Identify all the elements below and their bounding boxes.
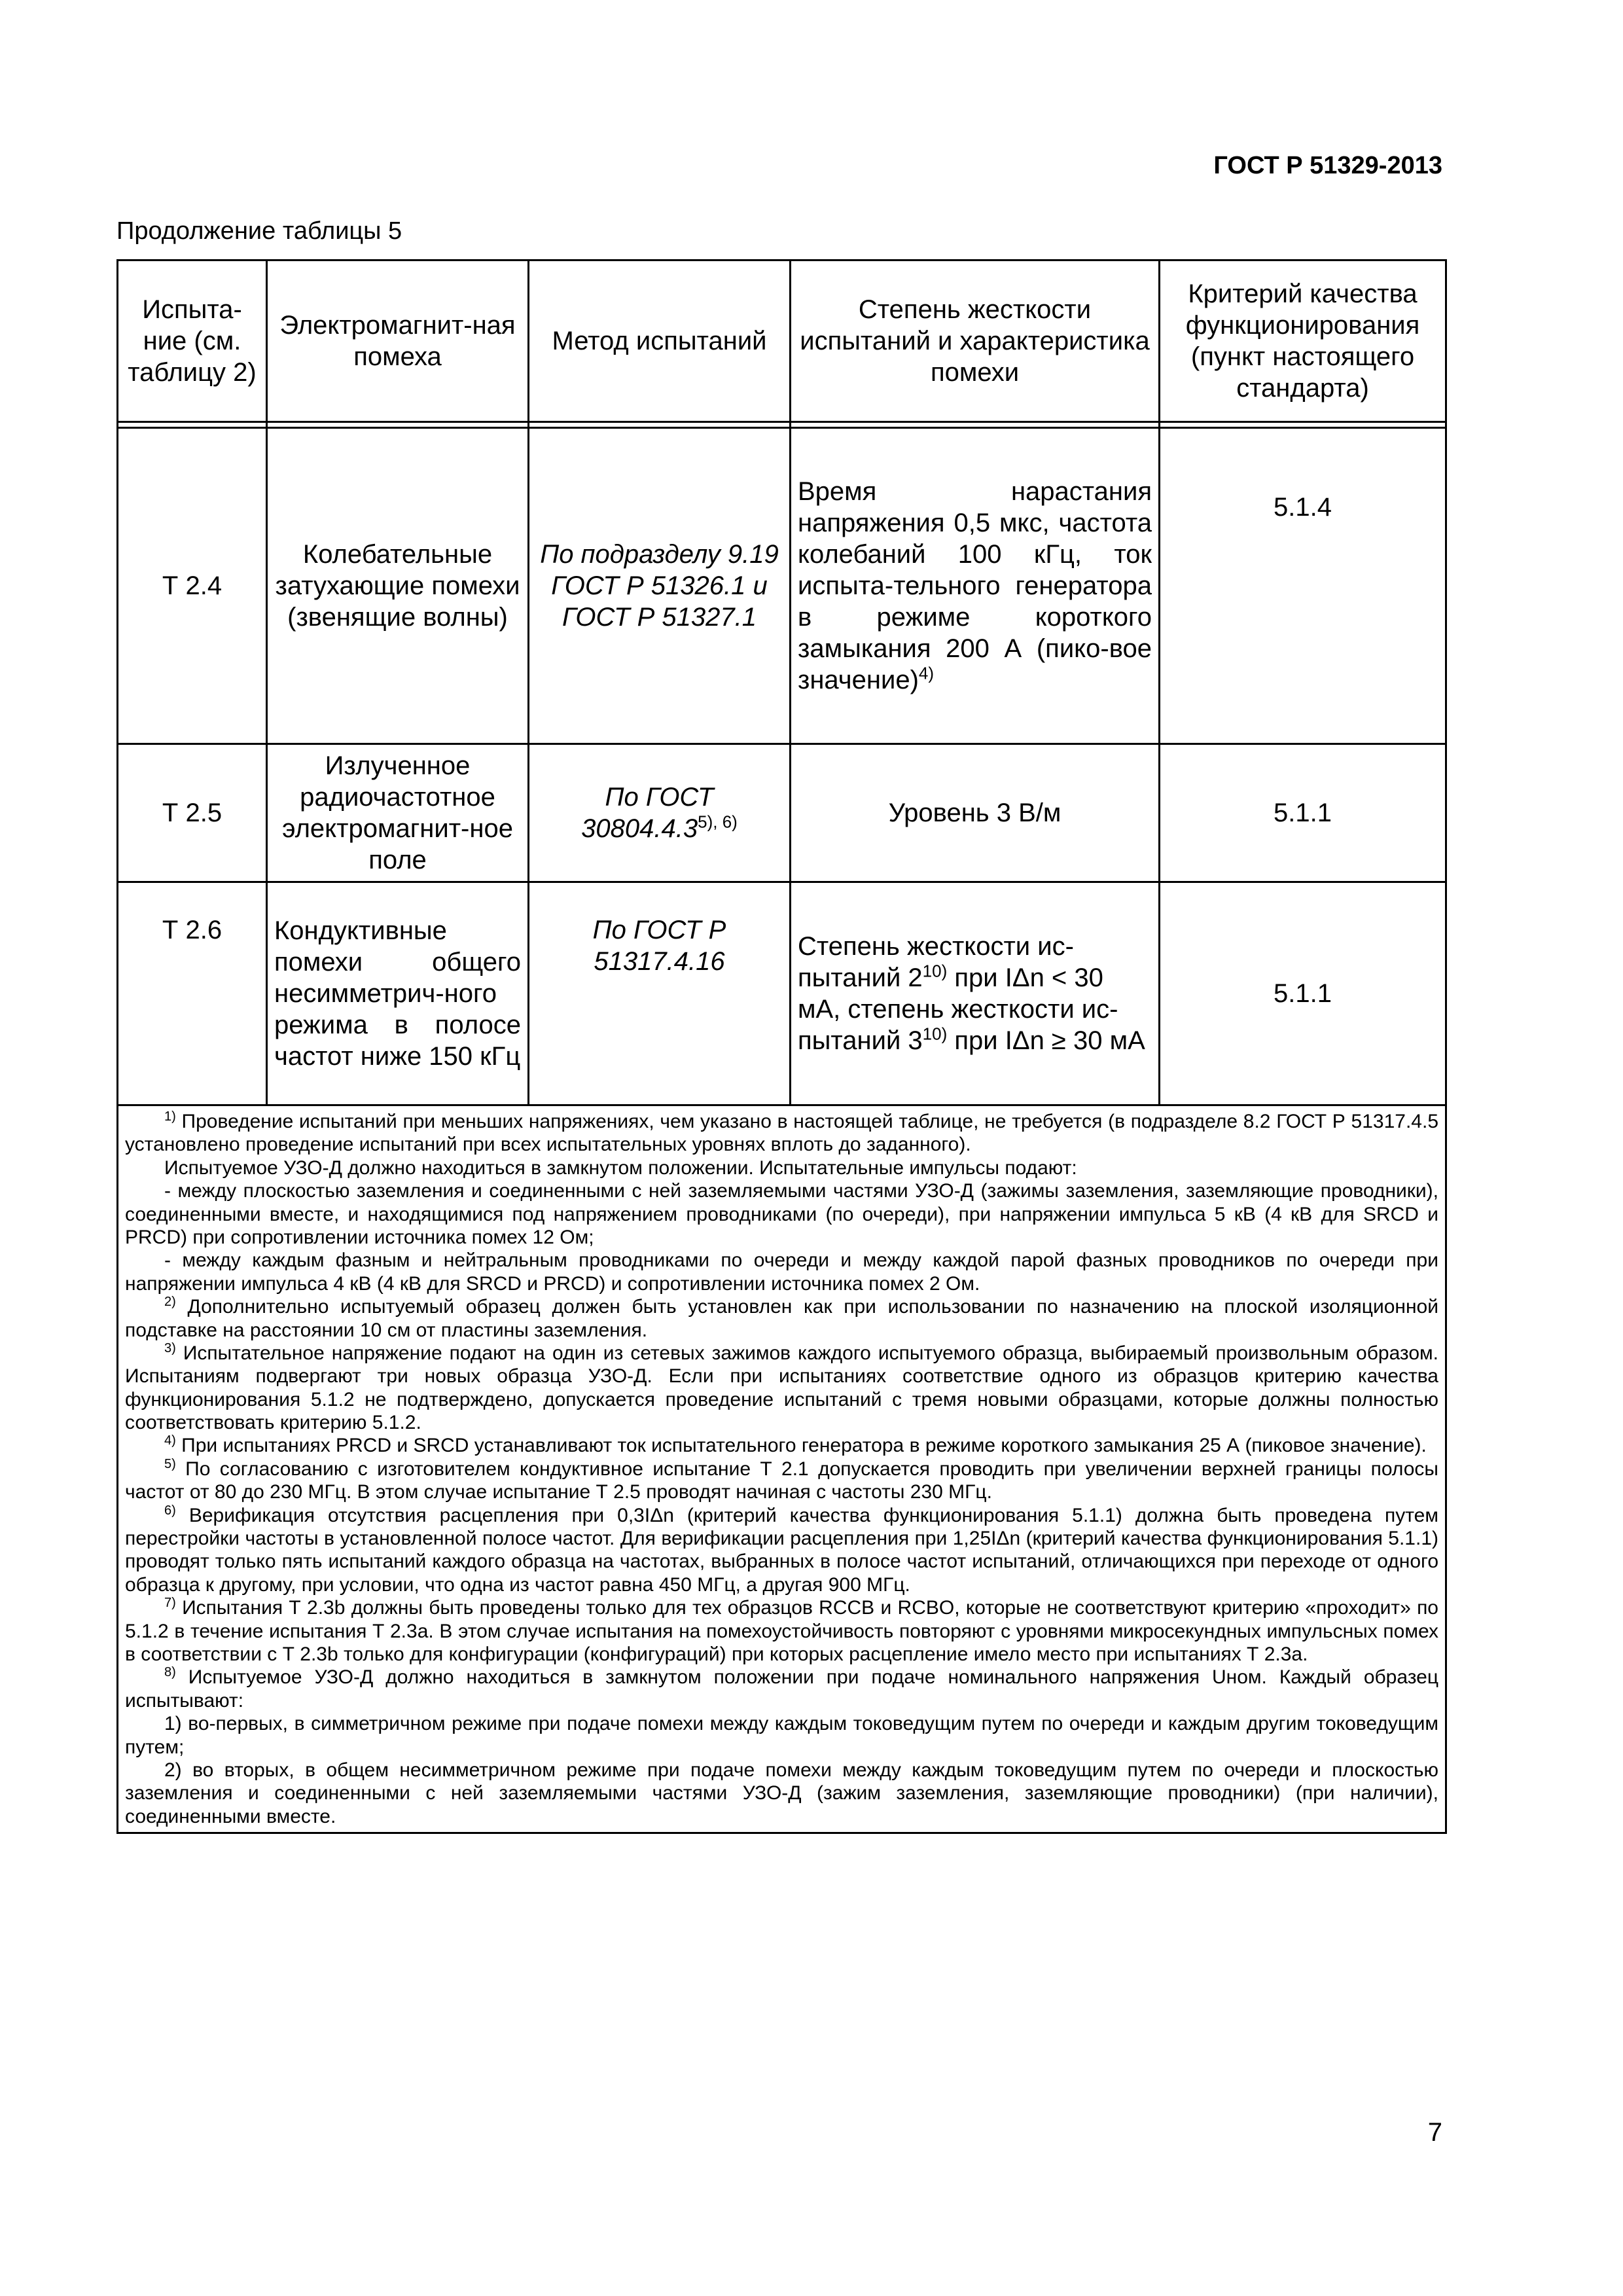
cell-interference: Колебательные затухающие помехи (звенящие волны) bbox=[267, 428, 529, 744]
table-row bbox=[118, 882, 1446, 1105]
cell-severity bbox=[791, 882, 1160, 1105]
table-row bbox=[118, 744, 1446, 882]
note-2 bbox=[125, 1295, 1438, 1342]
note-mark: 3) bbox=[164, 1340, 176, 1355]
footnote-ref: 5), 6) bbox=[698, 812, 738, 832]
severity-a-text: Степень жесткости ис-пытаний 2 bbox=[798, 932, 1074, 992]
note-text: Проведение испытаний при меньших напряжениях, чем указано в настоящей таблице, не требуется (в подразделе 8.2 ГОСТ Р 51317.4.5 установлено проведение испытаний при всех испытательных уровнях вплоть до заданного). bbox=[125, 1111, 1439, 1156]
cell-interference: Кондуктивные помехи общего несимметрич-ного режима в полосе частот ниже 150 кГц bbox=[267, 882, 529, 1105]
note-3 bbox=[125, 1342, 1438, 1435]
header-separator bbox=[118, 422, 1446, 428]
severity-a-condition: при IΔn < 30 мА, bbox=[798, 963, 1103, 1024]
note-text: Верификация отсутствия расцепления при 0,3IΔn (критерий качества функционирования 5.1.1) должна быть проведена путем перестройки частоты в установленной полосе частот. Для верификации расцепления при 1,25IΔn (критерий качества функционирования 5.1.1) проводят только пять испытаний каждого образца на частотах, выбранных в полосе частот испытаний, отличающихся при переходе от одного образца к другому, при условии, что одна из частот равна 450 МГц, а другая 900 МГц. bbox=[125, 1504, 1438, 1596]
cell-test: Т 2.5 bbox=[118, 744, 267, 882]
note-7 bbox=[125, 1596, 1438, 1666]
col-header-method: Метод испытаний bbox=[529, 260, 791, 422]
note-mark: 8) bbox=[164, 1665, 176, 1680]
cell-criterion: 5.1.1 bbox=[1160, 744, 1446, 882]
footnote-ref: 10) bbox=[922, 961, 948, 981]
cell-interference: Излученное радиочастотное электромагнит-ное поле bbox=[267, 744, 529, 882]
cell-criterion: 5.1.1 bbox=[1160, 882, 1446, 1105]
note-8-item-1: 1) во-первых, в симметричном режиме при подаче помехи между каждым токоведущим путем по очереди и каждым другим токоведущим путем; bbox=[125, 1713, 1438, 1758]
note-8 bbox=[125, 1666, 1438, 1712]
cell-method bbox=[529, 744, 791, 882]
note-1 bbox=[125, 1110, 1438, 1157]
table-caption: Продолжение таблицы 5 bbox=[116, 217, 402, 245]
note-1-c: - между плоскостью заземления и соединенными с ней заземляемыми частями УЗО-Д (зажимы заземления, заземляющие проводники), соединенными вместе, и находящимися под напряжением проводниками (по очереди), при напряжении импульса 5 кВ (4 кВ для SRCD и PRCD) при сопротивлении источника помех 12 Ом; bbox=[125, 1180, 1438, 1248]
note-text: При испытаниях PRCD и SRCD устанавливают ток испытательного генератора в режиме короткого замыкания 25 А (пиковое значение). bbox=[181, 1435, 1427, 1457]
severity-b-text: степень жесткости ис-пытаний 3 bbox=[798, 995, 1118, 1055]
note-8-item-2: 2) во вторых, в общем несимметричном режиме при подаче помехи между каждым токоведущим путем по очереди и плоскостью заземления и соединенными с ней заземляемыми частями УЗО-Д (зажим заземления, заземляющие проводники) (при наличии), соединенными вместе. bbox=[125, 1759, 1438, 1827]
footnote-ref: 4) bbox=[918, 663, 935, 683]
cell-severity bbox=[791, 428, 1160, 744]
page-number: 7 bbox=[1427, 2118, 1442, 2147]
note-mark: 6) bbox=[164, 1503, 176, 1518]
note-6 bbox=[125, 1504, 1438, 1597]
cell-severity: Уровень 3 В/м bbox=[791, 744, 1160, 882]
note-mark: 7) bbox=[164, 1596, 176, 1611]
table-5-continuation bbox=[116, 259, 1447, 1834]
notes-row bbox=[118, 1105, 1446, 1833]
note-text: Испытательное напряжение подают на один из сетевых зажимов каждого испытуемого образца, выбираемый произвольным образом. Испытаниям подвергают три новых образца УЗО-Д. Если при испытаниях соответствие одного из образцов критерию качества функционирования 5.1.2 не подтверждено, допускается проведение испытаний с тремя новыми образцами, которые должны полностью соответствовать критерию 5.1.2. bbox=[125, 1342, 1438, 1434]
col-header-severity: Степень жесткости испытаний и характеристика помехи bbox=[791, 260, 1160, 422]
col-header-criterion: Критерий качества функционирования (пункт настоящего стандарта) bbox=[1160, 260, 1446, 422]
note-text: Испытания Т 2.3b должны быть проведены только для тех образцов RCCB и RCBO, которые не соответствуют критерию «проходит» по 5.1.2 в течение испытания Т 2.3а. В этом случае испытания на помехоустойчивость повторяют с уровнями микросекундных импульсных помех в соответствии с Т 2.3b только для конфигурации (конфигураций) при которых расцепление имело место при испытаниях Т 2.3а. bbox=[125, 1597, 1438, 1665]
severity-b-condition: при IΔn ≥ 30 мА bbox=[954, 1026, 1145, 1055]
note-1-b: Испытуемое УЗО-Д должно находиться в замкнутом положении. Испытательные импульсы подают: bbox=[164, 1157, 1077, 1179]
note-4 bbox=[125, 1434, 1438, 1457]
severity-text: Время нарастания напряжения 0,5 мкс, частота колебаний 100 кГц, ток испыта-тельного генератора в режиме короткого замыкания 200 А (пико-вое значение) bbox=[798, 477, 1152, 694]
note-text: Дополнительно испытуемый образец должен быть установлен как при использовании по назначению на плоской изоляционной подставке на расстоянии 10 см от пластины заземления. bbox=[125, 1296, 1438, 1341]
document-code: ГОСТ Р 51329-2013 bbox=[1213, 152, 1442, 179]
note-mark: 5) bbox=[164, 1456, 176, 1471]
note-mark: 4) bbox=[164, 1433, 176, 1448]
note-mark: 2) bbox=[164, 1295, 176, 1310]
footnote-ref: 10) bbox=[922, 1024, 948, 1044]
table-notes bbox=[118, 1105, 1446, 1833]
cell-criterion: 5.1.4 bbox=[1160, 428, 1446, 744]
method-text: По ГОСТ 30804.4.3 bbox=[581, 783, 714, 843]
cell-test: Т 2.6 bbox=[118, 882, 267, 1105]
note-5 bbox=[125, 1458, 1438, 1504]
note-mark: 1) bbox=[164, 1109, 176, 1124]
col-header-interference: Электромагнит-ная помеха bbox=[267, 260, 529, 422]
table-row bbox=[118, 428, 1446, 744]
note-text: По согласованию с изготовителем кондуктивное испытание Т 2.1 допускается проводить при увеличении верхней границы полосы частот от 80 до 230 МГц. В этом случае испытание Т 2.5 проводят начиная с частоты 230 МГц. bbox=[125, 1458, 1438, 1503]
cell-test: Т 2.4 bbox=[118, 428, 267, 744]
cell-method: По ГОСТ Р 51317.4.16 bbox=[529, 882, 791, 1105]
note-text: Испытуемое УЗО-Д должно находиться в замкнутом положении при подаче номинального напряжения Uном. Каждый образец испытывают: bbox=[125, 1666, 1439, 1712]
col-header-test: Испыта-ние (см. таблицу 2) bbox=[118, 260, 267, 422]
cell-method: По подразделу 9.19 ГОСТ Р 51326.1 и ГОСТ Р 51327.1 bbox=[529, 428, 791, 744]
note-1-d: - между каждым фазным и нейтральным проводниками по очереди и между каждой парой фазных проводников по очереди при напряжении импульса 4 кВ (4 кВ для SRCD и PRCD) и сопротивлении источника помех 2 Ом. bbox=[125, 1249, 1438, 1295]
